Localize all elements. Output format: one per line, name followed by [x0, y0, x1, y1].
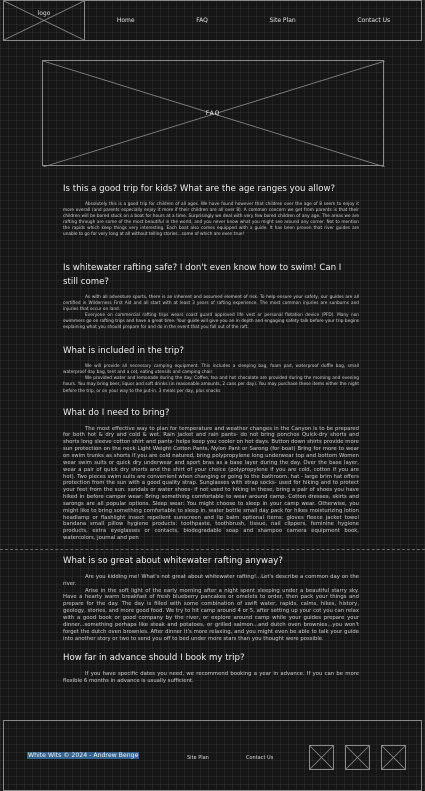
faq-list — [63, 182, 359, 685]
faq-answer: Absolutely this is a good trip for children of all ages. We have found however that children over the age of 8 seem to enjoy it more overall (and parents especially enjoy it more if their children are all over 8). A common concern we get from parents is that their children will be bored stuck on a boat for hours at a time. Surprisingly we deal with very few bored children of any age. The areas we are rafting through are some of the most beautiful in the world, and you never know what you might see around any corner. Not to mention the rapids which keep things very interesting. Each boat also comes equipped with a guide. It has been proven that river guides are unable to go for very long at all without telling stories...some of which are even true! — [63, 202, 359, 238]
footer-link-contact-us[interactable]: Contact Us — [246, 755, 274, 761]
faq-answer: As with all adventure sports, there is an inherent and assumed element of risk. To help ensure your safety, our guides are all certified in Wilderness First Aid and all start with at least 3 years of rafting experience. The most common injuries are sunburns and injuries that occur on land. — [63, 294, 359, 312]
faq-answer: Everyone on commercial rafting trips wears coast guard approved life vest or personal flotation device (PFD). Many non swimmers go on rafting trips and have a great time. Your guide will give you an in depth and engaging safety talk before your trip begins explaining what you should prepare for and do in the event that you fall out of the raft. — [63, 312, 359, 331]
faq-question: Is whitewater rafting safe? I don't even know how to swim! Can I still come? — [63, 262, 342, 287]
faq-answer: We will provide all necessary camping equipment. This includes a sleeping bag, foam pad, waterproof duffle bag, small waterproof day bag, tent and a cot, eating utensils and camping chair. — [63, 364, 359, 376]
faq-item — [63, 651, 359, 685]
social-placeholder-icon[interactable] — [345, 745, 370, 770]
logo-text: logo — [37, 10, 51, 17]
social-placeholder-icon[interactable] — [381, 745, 406, 770]
image-placeholder-icon — [4, 1, 84, 40]
faq-item — [63, 406, 359, 542]
nav-home[interactable]: Home — [116, 17, 135, 24]
copyright-text: White Wits © 2024 - Andrew Benge — [28, 752, 139, 759]
site-footer — [3, 720, 422, 791]
faq-answer: Arise in the soft light of the early morning after a night spent sleeping under a beautiful starry sky. Have a hearty warm breakfast of fresh blueberry pancakes or omelets to order, then pack your things and prepare for the day. The day is filled with some combination of swift water, rapids, calms, hikes, history, geology, stories, and more good food. We try to hit camp around 4 or 5, after setting up your cot you can relax with a good book or good company by the river, or explore around camp while your guides prepare your dinner...something perhaps like steak and potatoes, or grilled salmon...and dutch oven brownies...you won't forget the dutch oven brownies. After dinner it's more relaxing, and you might even be able to talk your guide into another story or two to send you off to bed under more stars than you thought were possible. — [63, 587, 359, 642]
social-links — [309, 745, 406, 770]
social-placeholder-icon[interactable] — [309, 745, 334, 770]
faq-item — [63, 344, 359, 394]
faq-answer: The most effective way to plan for temperature and weather changes in the Canyon is to be prepared for both hot & dry and cold & wet. Rain jacket and rain pants- do not bring ponchos Quick-dry shorts and shorts long sleeve cotton shirt and pants- helps keep you cooler on hot days. Button down shirts provide more sun protection on the neck Light Weight Cotton Pants, Nylon Pant or Sarong (for boat) Bring for more to wear on swim trunks as shorts if you are cold natured, bring polypropylene long underwear top and bottom Women wear swim suits or quick dry underwear and sport bras as a base layer during the day. Over the base layer, wear a pair of quick dry shorts and the shirt of your choice (polypropylene if you are cold, cotton if you are hot). Two pieces swim suits are convenient when changing or going to the bathroom. hat - large brim hat offers protection from the sun with a good quality strap. Sunglasses with strap socks- used for hiking and to protect your feet from the sun. sandals or water shoes- if not used to hiking in these, bring a pair of shoes you have hiked in before camper wear: Bring something comfortable to wear around camp. Cotton dresses, skirts and sarongs are all popular options. Sleep wear: You might choose to sleep in your camp wear. Otherwise, you might like to bring something comfortable to sleep in. water bottle small day pack for hikes moisturizing lotion headlamp or flashlight insect repellent sunscreen and lip balm optional items: gloves fleece jacket towel bandana small pillow hygiene products: toothpaste, toothbrush, tissue, nail clippers, feminine hygiene products, extra eyeglasses or contacts, biodegradable soap and shampoo camera equipment book, watercolors, journal and pen — [63, 425, 359, 542]
faq-item — [63, 261, 359, 332]
main-nav — [86, 1, 421, 40]
faq-question: What is included in the trip? — [63, 346, 184, 357]
hero-image-placeholder — [42, 60, 384, 166]
faq-question: What do I need to bring? — [63, 407, 170, 418]
faq-item — [63, 554, 359, 642]
site-header — [3, 0, 422, 41]
nav-contact-us[interactable]: Contact Us — [357, 17, 391, 24]
nav-faq[interactable]: FAQ — [196, 17, 208, 24]
faq-answer: If you have specific dates you need, we recommend booking a year in advance. If you can be more flexible 6 months in advance is usually sufficient. — [63, 671, 359, 685]
faq-answer: We provided water and lemonade during the day. Coffee, tea and hot chocolate are provided during the morning and evening hours. You may bring beer, liquor and soft drinks (in reasonable amounts, 2 cans per day). You may purchase these items either the night before the trip, or on your way to the put-in. 3 meals per day, plus snacks — [63, 376, 359, 394]
faq-answer: Are you kidding me! What's not great about whitewater rafting!...Let's describe a common day on the river. — [63, 573, 359, 587]
nav-site-plan[interactable]: Site Plan — [269, 17, 296, 24]
logo[interactable] — [4, 1, 85, 40]
hero-label: FAQ — [205, 110, 221, 117]
faq-question: What is so great about whitewater rafting anyway? — [63, 555, 283, 566]
faq-item — [63, 182, 359, 239]
footer-link-site-plan[interactable]: Site Plan — [187, 755, 209, 761]
faq-question: How far in advance should I book my trip? — [63, 653, 245, 664]
faq-question: Is this a good trip for kids? What are the age ranges you allow? — [63, 184, 336, 194]
page-fold-guide — [0, 549, 425, 550]
